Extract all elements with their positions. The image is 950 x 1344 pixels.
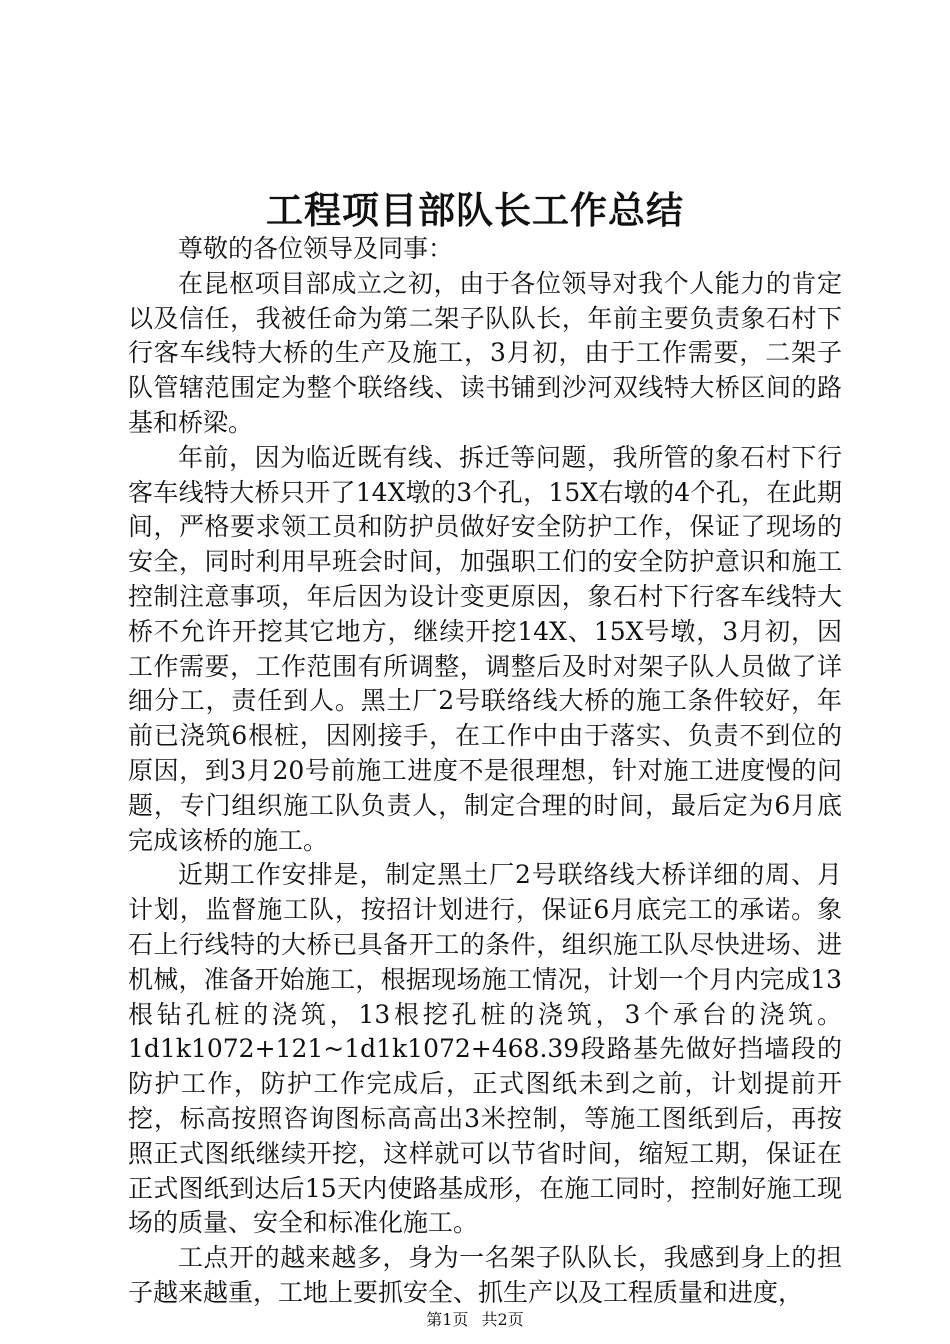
document-body	[128, 232, 842, 1311]
page-total: 共2页	[481, 1310, 524, 1329]
page-number: 第1页	[426, 1310, 469, 1329]
paragraph: 近期工作安排是，制定黑土厂2号联络线大桥详细的周、月计划，监督施工队，按招计划进行，保证6月底完工的承诺。象石上行线特的大桥已具备开工的条件，组织施工队尽快进场、进机械，准备开始施工，根据现场施工情况，计划一个月内完成13根钻孔桩的浇筑，13根挖孔桩的浇筑，3个承台的浇筑。1d1k1072+121~1d1k1072+468.39段路基先做好挡墙段的防护工作，防护工作完成后，正式图纸未到之前，计划提前开挖，标高按照咨询图标高高出3米控制，等施工图纸到后，再按照正式图纸继续开挖，这样就可以节省时间，缩短工期，保证在正式图纸到达后15天内使路基成形，在施工同时，控制好施工现场的质量、安全和标准化施工。	[128, 860, 842, 1238]
paragraph: 在昆枢项目部成立之初，由于各位领导对我个人能力的肯定以及信任，我被任命为第二架子队队长，年前主要负责象石村下行客车线特大桥的生产及施工，3月初，由于工作需要，二架子队管辖范围定为整个联络线、读书铺到沙河双线特大桥区间的路基和桥梁。	[128, 268, 842, 437]
document-title: 工程项目部队长工作总结	[266, 188, 684, 232]
page-footer	[0, 1310, 950, 1330]
paragraph: 工点开的越来越多，身为一名架子队队长，我感到身上的担子越来越重，工地上要抓安全、抓生产以及工程质量和进度，	[128, 1243, 842, 1307]
greeting-line: 尊敬的各位领导及同事：	[178, 234, 454, 263]
paragraph: 年前，因为临近既有线、拆迁等问题，我所管的象石村下行客车线特大桥只开了14X墩的3个孔，15X右墩的4个孔，在此期间，严格要求领工员和防护员做好安全防护工作，保证了现场的安全，同时利用早班会时间，加强职工们的安全防护意识和施工控制注意事项，年后因为设计变更原因，象石村下行客车线特大桥不允许开挖其它地方，继续开挖14X、15X号墩，3月初，因工作需要，工作范围有所调整，调整后及时对架子队人员做了详细分工，责任到人。黑土厂2号联络线大桥的施工条件较好，年前已浇筑6根桩，因刚接手，在工作中由于落实、负责不到位的原因，到3月20号前施工进度不是很理想，针对施工进度慢的问题，专门组织施工队负责人，制定合理的时间，最后定为6月底完成该桥的施工。	[128, 442, 842, 855]
